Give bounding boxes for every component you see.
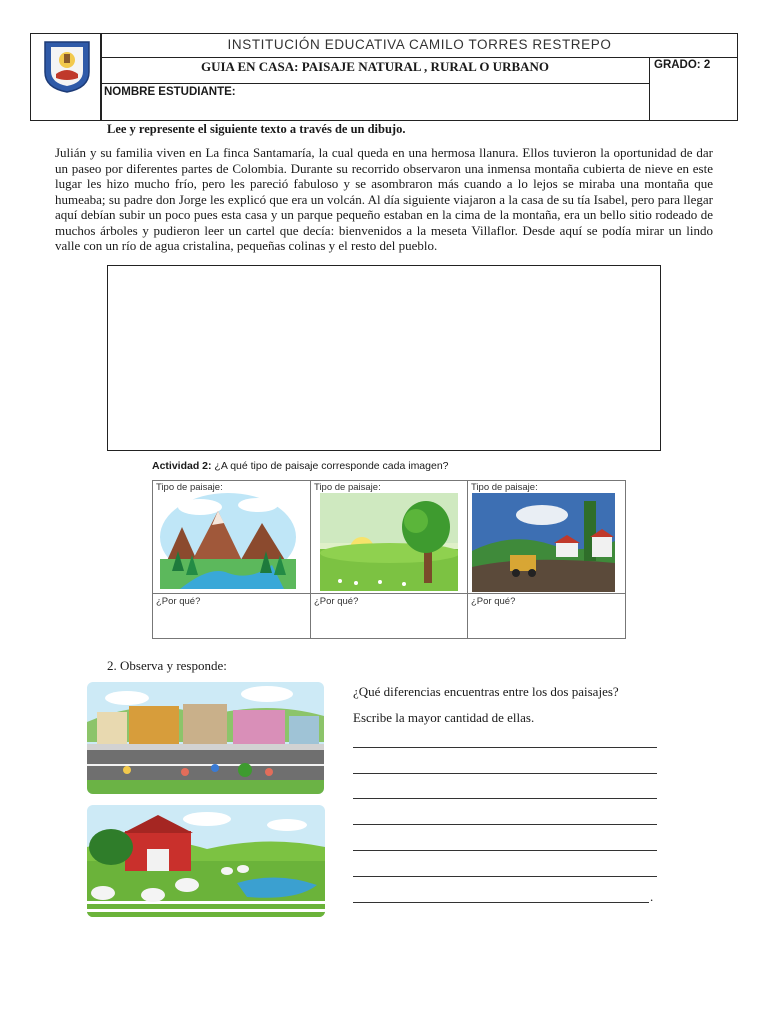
type-label: Tipo de paisaje:	[314, 482, 381, 493]
story-paragraph: Julián y su familia viven en La finca Santamaría, la cual queda en una hermosa llanura. Ellos tuvieron la oportunidad de dar un paseo por diferentes partes de Colombia. Durante su recorrido observaron una inmensa montaña cubierta de nieve en este lugar les hizo mucho frío, pero les pareció fabuloso y se asombraron más cuando a lo lejos se miraba una montaña que humeaba; su padre don Jorge les explicó que era un volcán. Al día siguiente viajaron a la casa de su tía Isabel, pero para llegar aquí debían subir un poco pues esta casa y un parque pequeño estaban en la cima de la montaña, era un bello sitio rodeado de muchos árboles y pudieron leer un cartel que decía: bienvenidos a la meseta Villaflor. Desde aquí se podía mirar un lindo valle con un río de agua cristalina, pequeñas colinas y el resto del pueblo.	[55, 145, 713, 253]
type-label: Tipo de paisaje:	[156, 482, 223, 493]
city-image	[87, 682, 324, 794]
answer-line[interactable]	[353, 747, 657, 748]
guide-title: GUIA EN CASA: PAISAJE NATURAL , RURAL O URBANO	[200, 59, 550, 74]
answer-line[interactable]	[353, 798, 657, 799]
school-shield-logo	[42, 38, 92, 94]
natural-landscape-image	[160, 493, 296, 589]
table-divider	[310, 480, 311, 639]
header-divider	[649, 57, 650, 121]
rural-landscape-image	[320, 493, 458, 591]
drawing-box[interactable]	[107, 265, 661, 451]
activity1-instruction: Lee y represente el siguiente texto a través de un dibujo.	[107, 122, 406, 136]
farm-image	[87, 805, 325, 917]
why-label: ¿Por qué?	[156, 596, 201, 607]
why-label: ¿Por qué?	[314, 596, 359, 607]
why-label: ¿Por qué?	[471, 596, 516, 607]
end-period: .	[650, 889, 654, 904]
answer-line[interactable]	[353, 850, 657, 851]
institution-name: INSTITUCIÓN EDUCATIVA CAMILO TORRES RESTREPO	[227, 37, 612, 52]
activity2-title-bold: Actividad 2:	[152, 460, 212, 472]
activity2-title-text: ¿A qué tipo de paisaje corresponde cada imagen?	[211, 460, 449, 472]
section2-title: 2. Observa y responde:	[107, 658, 227, 673]
header-divider	[101, 83, 649, 84]
grade-label: GRADO: 2	[654, 59, 711, 71]
answer-line[interactable]	[353, 773, 657, 774]
type-label: Tipo de paisaje:	[471, 482, 538, 493]
answer-line[interactable]	[353, 824, 657, 825]
answer-prompt: Escribe la mayor cantidad de ellas.	[353, 710, 535, 725]
activity2-title	[152, 460, 449, 472]
table-divider	[467, 480, 468, 639]
answer-line[interactable]	[353, 876, 657, 877]
rural-town-image	[472, 493, 615, 592]
answer-line[interactable]	[353, 902, 649, 903]
table-divider	[152, 593, 626, 594]
question-text: ¿Qué diferencias encuentras entre los dos paisajes?	[353, 684, 619, 699]
student-name-label: NOMBRE ESTUDIANTE:	[104, 86, 236, 98]
